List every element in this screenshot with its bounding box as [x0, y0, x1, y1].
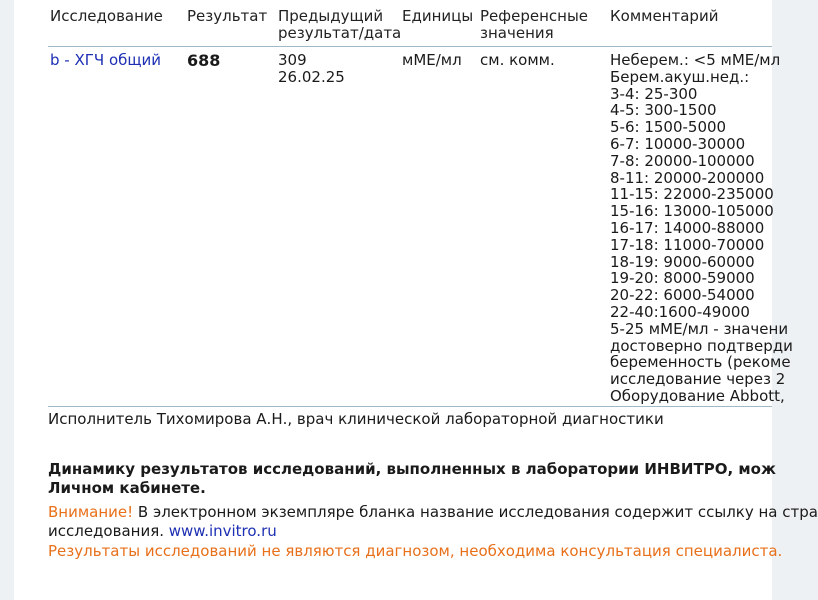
- header-units: Единицы: [402, 7, 474, 25]
- attention-text: В электронном экземпляре бланка название исследования содержит ссылку на стра: [133, 503, 818, 521]
- lab-report-sheet: [14, 0, 818, 600]
- comment-line: 5-25 мМЕ/мл - значени: [610, 319, 789, 338]
- row-divider: [48, 406, 772, 407]
- comment-line: 17-18: 11000-70000: [610, 235, 765, 254]
- header-previous-line1: Предыдущий: [278, 7, 384, 25]
- comment-line: беременность (рекоме: [610, 353, 791, 372]
- comment-line: 22-40:1600-49000: [610, 302, 750, 321]
- comment-line: Неберем.: <5 мМЕ/мл: [610, 51, 781, 69]
- comment-line: 8-11: 20000-200000: [610, 168, 765, 187]
- comment-line: Берем.акуш.нед.:: [610, 67, 750, 86]
- attention-line2-prefix: исследования.: [48, 522, 169, 540]
- header-reference: [480, 8, 588, 42]
- comment-line: 4-5: 300-1500: [610, 101, 717, 120]
- header-previous-line2: результат/дата: [278, 24, 402, 42]
- comment-block: [610, 52, 793, 405]
- header-divider: [48, 46, 772, 47]
- test-name-link[interactable]: b - ХГЧ общий: [50, 51, 161, 69]
- executor-line: Исполнитель Тихомирова А.Н., врач клинической лабораторной диагностики: [48, 410, 664, 428]
- units-value: мМЕ/мл: [402, 51, 462, 69]
- comment-line: 18-19: 9000-60000: [610, 252, 755, 271]
- previous-date: 26.02.25: [278, 68, 345, 86]
- header-reference-line1: Референсные: [480, 7, 589, 25]
- notice-block: [48, 460, 776, 498]
- comment-line: исследование через 2: [610, 370, 786, 389]
- header-reference-line2: значения: [480, 24, 554, 42]
- notice-line-1: Динамику результатов исследований, выполненных в лаборатории ИНВИТРО, мож: [48, 460, 776, 478]
- previous-result: [278, 52, 345, 86]
- website-link[interactable]: www.invitro.ru: [168, 522, 277, 540]
- attention-line-1: [48, 503, 818, 522]
- comment-line: 11-15: 22000-235000: [610, 185, 774, 204]
- comment-line: 20-22: 6000-54000: [610, 286, 755, 305]
- disclaimer: Результаты исследований не являются диагнозом, необходима консультация специалиста.: [48, 542, 783, 560]
- comment-line: достоверно подтверди: [610, 336, 793, 355]
- notice-line-2: Личном кабинете.: [48, 479, 206, 497]
- comment-line: 16-17: 14000-88000: [610, 218, 765, 237]
- comment-line: 19-20: 8000-59000: [610, 269, 755, 288]
- attention-line-2: [48, 522, 277, 541]
- result-value: 688: [187, 51, 221, 70]
- comment-line: 15-16: 13000-105000: [610, 202, 774, 221]
- attention-label: Внимание!: [48, 503, 134, 521]
- comment-line: 6-7: 10000-30000: [610, 134, 746, 153]
- reference-value: см. комм.: [480, 51, 555, 69]
- comment-line: 5-6: 1500-5000: [610, 118, 727, 137]
- header-previous: [278, 8, 401, 42]
- comment-line: Оборудование Abbott,: [610, 386, 785, 405]
- comment-line: 3-4: 25-300: [610, 84, 698, 103]
- comment-line: 7-8: 20000-100000: [610, 151, 755, 170]
- header-test: Исследование: [50, 7, 163, 25]
- previous-value: 309: [278, 51, 307, 69]
- header-result: Результат: [187, 7, 268, 25]
- header-comment: Комментарий: [610, 7, 719, 25]
